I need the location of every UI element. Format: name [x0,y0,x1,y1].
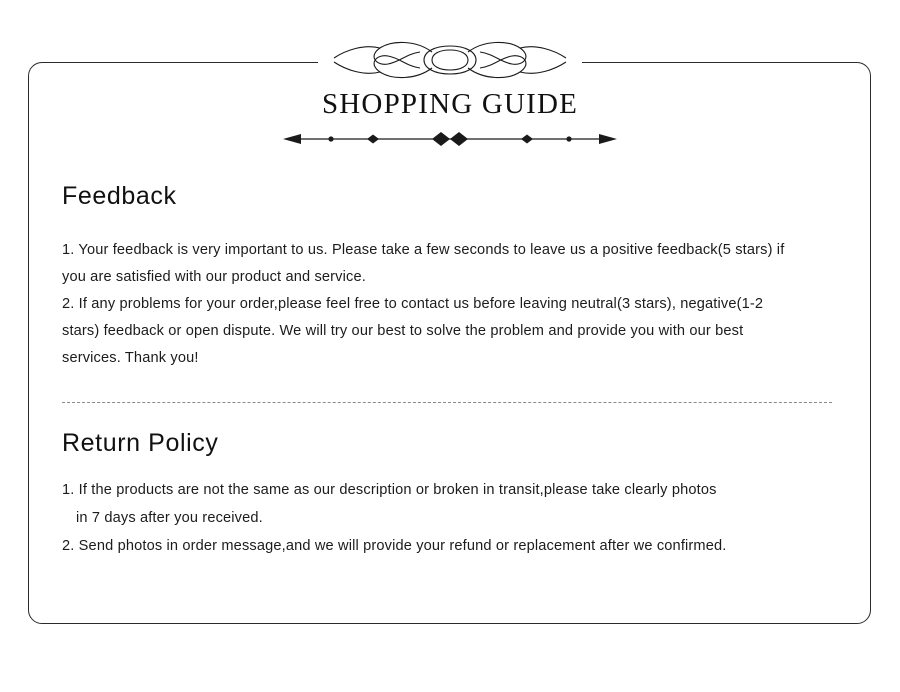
return-line-1: 1. If the products are not the same as our description or broken in transit,please take clearly photos [62,482,717,498]
section-heading-feedback: Feedback [62,182,177,210]
section-heading-return-policy: Return Policy [62,429,219,457]
feedback-line-1: 1. Your feedback is very important to us. Please take a few seconds to leave us a positive feedback(5 stars) if you are satisfied with our product and service. [62,242,785,285]
section-body-return-policy [62,476,852,560]
return-line-2: in 7 days after you received. [76,510,263,526]
flourish-ornament-icon [318,38,582,82]
page-title: SHOPPING GUIDE [321,88,579,120]
section-divider [62,402,832,403]
feedback-line-2: 2. If any problems for your order,please feel free to contact us before leaving neutral(3 stars), negative(1-2 stars) feedback or open dispute. We will try our best to solve the problem and provide you with our best services. Thank you! [62,296,764,366]
return-line-3: 2. Send photos in order message,and we will provide your refund or replacement after we confirmed. [62,538,727,554]
guide-content [62,176,852,560]
section-body-feedback [62,237,802,372]
diamond-rule-ornament-icon [283,128,617,150]
